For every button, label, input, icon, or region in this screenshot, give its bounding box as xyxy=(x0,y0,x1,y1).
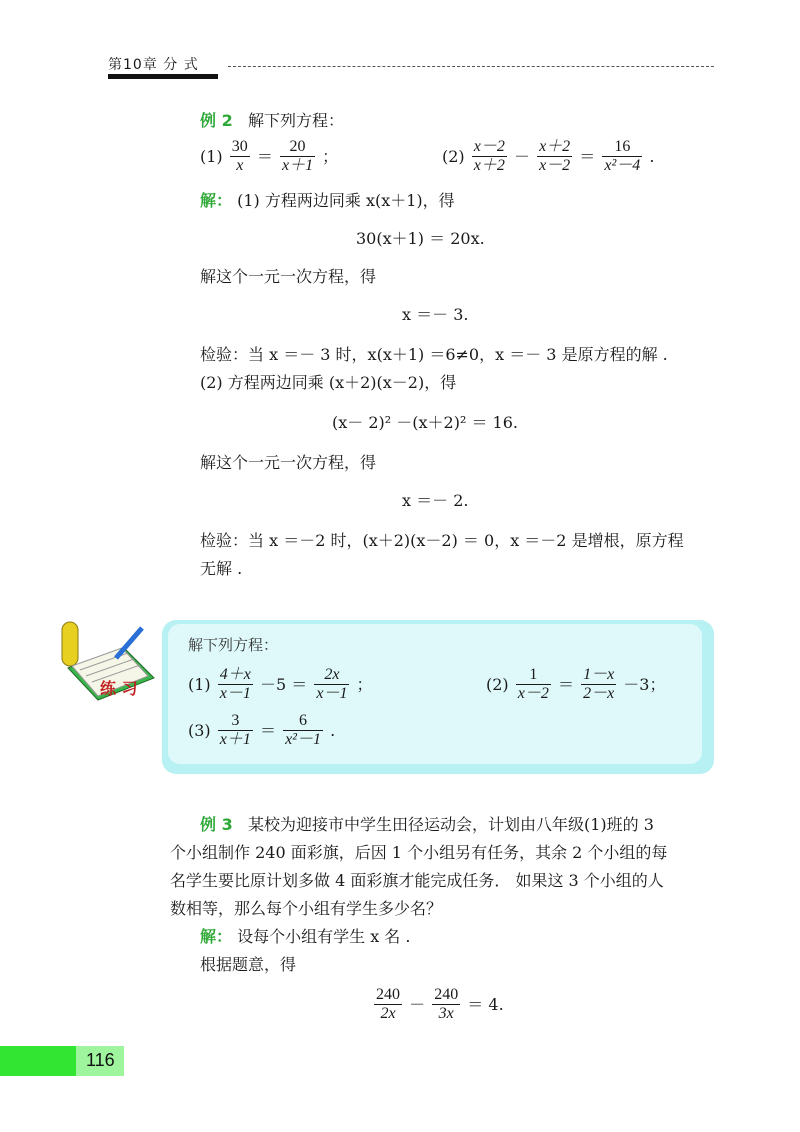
fraction: $\frac{2x}{x-1}$ xyxy=(316,666,348,702)
equation: x ＝－ 2. xyxy=(402,491,469,510)
fraction: $\frac{x+2}{x-2}$ xyxy=(539,138,571,174)
example2-problem1: (1) $\frac{30}{x}$ ＝ $\frac{20}{x+1}$ ； xyxy=(200,138,339,174)
fraction: $\frac{240}{3x}$ xyxy=(434,986,459,1022)
check-line: 检验：当 x ＝－ 3 时，x(x＋1) ＝6≠0，x ＝－ 3 是原方程的解 . xyxy=(200,345,668,364)
text-line: 数相等，那么每个小组有学生多少名？ xyxy=(170,899,443,918)
exercise-q3: (3) $\frac{3}{x+1}$ ＝ $\frac{6}{\text{x²－1}}$ . xyxy=(188,712,336,748)
chapter-bar xyxy=(108,74,218,79)
fraction: $\frac{1-x}{2-x}$ xyxy=(583,666,615,702)
chapter-header: 第10章 分 式 xyxy=(108,57,199,73)
example3-solution-line1: 解： 设每个小组有学生 x 名 . xyxy=(200,927,411,946)
solution-label: 解： xyxy=(200,927,233,946)
check-line: 无解 . xyxy=(200,559,243,578)
example3-label: 例 3 xyxy=(200,815,233,834)
text-line: 解这个一元一次方程，得 xyxy=(200,453,377,472)
exercise-badge: 练 习 xyxy=(100,679,138,698)
fraction: $\frac{x-2}{x+2}$ xyxy=(473,138,505,174)
check-line: 检验：当 x ＝－2 时，(x＋2)(x－2) ＝ 0，x ＝－2 是增根，原方程 xyxy=(200,531,684,550)
fraction: $\frac{6}{\text{x²－1}}$ xyxy=(285,712,321,748)
text-line: 个小组制作 240 面彩旗，后因 1 个小组另有任务，其余 2 个小组的每 xyxy=(170,843,668,862)
page-number: 116 xyxy=(86,1050,115,1070)
exercise-prompt: 解下列方程： xyxy=(188,636,279,654)
example3-equation: $\frac{240}{2x}$ － $\frac{240}{3x}$ ＝ 4. xyxy=(376,986,504,1022)
equation: x ＝－ 3. xyxy=(402,305,469,324)
fraction: $\frac{20}{x+1}$ xyxy=(281,138,314,174)
header-divider xyxy=(228,66,714,67)
equation: 30(x＋1) ＝ 20x. xyxy=(356,229,485,248)
text-line: 根据题意，得 xyxy=(200,955,297,974)
example2-label: 例 2 xyxy=(200,111,233,130)
text-line: 名学生要比原计划多做 4 面彩旗才能完成任务． 如果这 3 个小组的人 xyxy=(170,871,664,890)
solution2-line1: 解： (1) 方程两边同乘 x(x＋1)，得 xyxy=(200,191,455,210)
text-line: 解这个一元一次方程，得 xyxy=(200,267,377,286)
example2-prompt: 解下列方程： xyxy=(247,111,344,130)
fraction: $\frac{1}{x-2}$ xyxy=(517,666,549,702)
equation: (x－ 2)² －(x＋2)² ＝ 16. xyxy=(332,413,518,432)
fraction: $\frac{3}{x+1}$ xyxy=(219,712,251,748)
fraction: $\frac{16}{\text{x²－4}}$ xyxy=(604,138,641,174)
example3-line1: 例 3 某校为迎接市中学生田径运动会，计划由八年级(1)班的 3 xyxy=(200,815,654,834)
solution-label: 解： xyxy=(200,191,233,210)
exercise-q1: (1) $\frac{4+x}{x-1}$ －5 ＝ $\frac{2x}{x-1}$ ； xyxy=(188,666,373,702)
exercise-q2: (2) $\frac{1}{x-2}$ ＝ $\frac{1-x}{2-x}$ －3； xyxy=(486,666,666,702)
text-line: (2) 方程两边同乘 (x＋2)(x－2)，得 xyxy=(200,373,457,392)
fraction: $\frac{240}{2x}$ xyxy=(376,986,400,1022)
fraction: $\frac{30}{x}$ xyxy=(231,138,248,174)
example2-problem2: (2) $\frac{x-2}{x+2}$ － $\frac{x+2}{x-2}$ ＝ $\frac{16}{\text{x²－4}}$ . xyxy=(442,138,655,174)
example2-heading xyxy=(200,110,344,132)
fraction: $\frac{4+x}{x-1}$ xyxy=(219,666,251,702)
